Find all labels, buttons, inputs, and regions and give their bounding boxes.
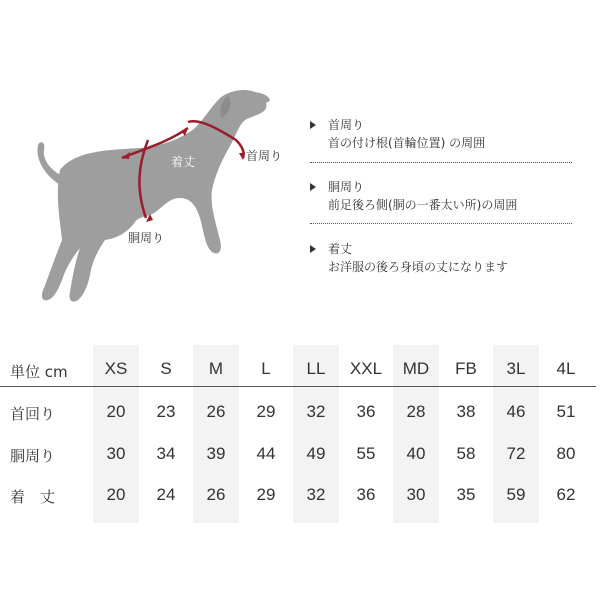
table-cell: 39 (206, 444, 226, 463)
legend-desc: お洋服の後ろ身頃の丈になります (328, 260, 509, 274)
legend-desc: 首の付け根(首輪位置) の周囲 (328, 136, 486, 150)
table-cell: 30 (106, 444, 126, 463)
arrow-right-icon (310, 183, 316, 191)
table-cell: 23 (156, 402, 176, 421)
size-table (0, 345, 600, 525)
table-cell: 44 (256, 444, 276, 463)
table-cell: 24 (156, 485, 176, 504)
table-cell: 51 (556, 402, 576, 421)
table-cell: 46 (506, 402, 526, 421)
divider (310, 162, 572, 163)
size-header: XS (104, 359, 128, 378)
table-cell: 35 (456, 485, 476, 504)
table-cell: 32 (306, 402, 326, 421)
size-header: L (261, 359, 271, 378)
size-header: M (208, 359, 224, 378)
table-cell: 34 (156, 444, 176, 463)
table-cell: 58 (456, 444, 476, 463)
table-cell: 26 (206, 485, 226, 504)
table-cell: 36 (356, 402, 376, 421)
table-cell: 72 (506, 444, 526, 463)
size-header: S (160, 359, 172, 378)
size-header: MD (402, 359, 430, 378)
row-label-chest: 胴周り (10, 447, 56, 465)
divider (310, 223, 572, 224)
legend-title: 胴周り (328, 180, 365, 194)
table-cell: 26 (206, 402, 226, 421)
chest-label: 胴周り (128, 231, 165, 245)
legend-title: 首周り (328, 118, 365, 132)
table-cell: 59 (506, 485, 526, 504)
neck-label: 首周り (246, 149, 283, 163)
row-label-neck: 首回り (10, 405, 56, 423)
size-header: 3L (506, 359, 526, 378)
legend-title: 着丈 (328, 242, 353, 256)
arrow-right-icon (310, 245, 316, 253)
table-cell: 32 (306, 485, 326, 504)
table-cell: 20 (106, 402, 126, 421)
legend-desc: 前足後ろ側(胴の一番太い所)の周囲 (328, 198, 518, 212)
table-cell: 55 (356, 444, 376, 463)
table-cell: 29 (256, 402, 276, 421)
size-header: XXL (349, 359, 383, 378)
size-header: 4L (556, 359, 576, 378)
table-cell: 28 (406, 402, 426, 421)
table-cell: 36 (356, 485, 376, 504)
table-cell: 62 (556, 485, 576, 504)
table-cell: 30 (406, 485, 426, 504)
header-divider (0, 386, 596, 387)
row-label-length: 着 丈 (10, 488, 56, 506)
unit-label: 単位 cm (10, 363, 68, 381)
table-cell: 20 (106, 485, 126, 504)
table-cell: 49 (306, 444, 326, 463)
arrow-right-icon (310, 121, 316, 129)
table-cell: 38 (456, 402, 476, 421)
length-label: 着丈 (171, 155, 196, 169)
size-header: FB (455, 359, 477, 378)
table-cell: 80 (556, 444, 576, 463)
table-cell: 29 (256, 485, 276, 504)
dog-measurement-diagram (0, 0, 300, 320)
table-cell: 40 (406, 444, 426, 463)
size-header: LL (306, 359, 326, 378)
